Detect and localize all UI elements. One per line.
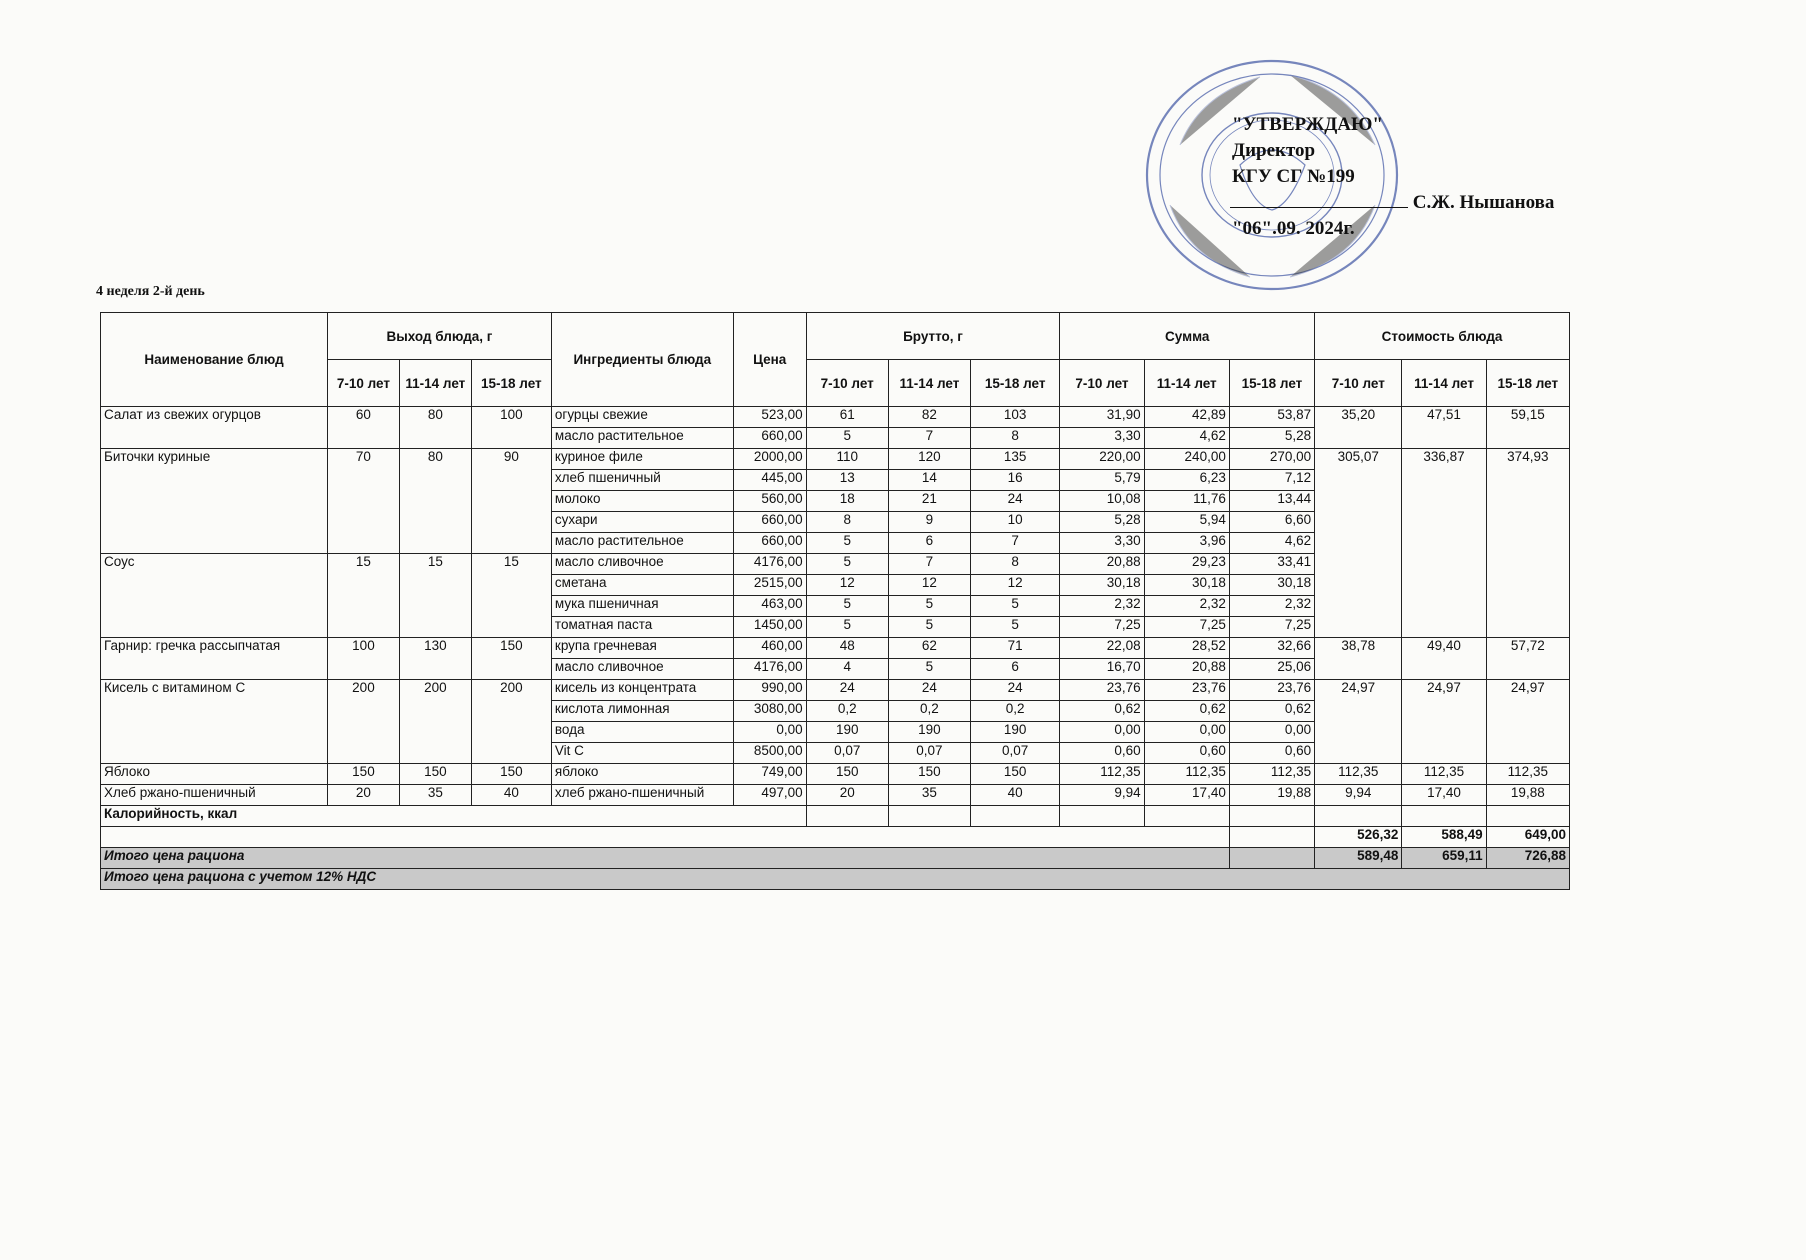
table-row: [101, 785, 1570, 806]
dish-cost-15-18: 59,15: [1486, 407, 1569, 449]
output-7-10: 20: [328, 785, 400, 806]
sum-7-10: 23,76: [1060, 680, 1144, 701]
brutto-7-10: 150: [806, 764, 888, 785]
calories-row: [101, 806, 1570, 827]
dish-name: Яблоко: [101, 764, 328, 785]
brutto-7-10: 61: [806, 407, 888, 428]
sum-11-14: 23,76: [1144, 680, 1229, 701]
ingredient-price: 990,00: [733, 680, 806, 701]
empty-cell: [1060, 806, 1144, 827]
brutto-11-14: 82: [888, 407, 970, 428]
output-11-14: 200: [399, 680, 471, 764]
dish-cost-11-14: 24,97: [1402, 680, 1486, 764]
brutto-11-14: 150: [888, 764, 970, 785]
ingredient-name: хлеб пшеничный: [551, 470, 733, 491]
table-row: [101, 680, 1570, 701]
sum-15-18: 30,18: [1229, 575, 1314, 596]
header-cost: Стоимость блюда: [1315, 313, 1570, 360]
dish-cost-11-14: 49,40: [1402, 638, 1486, 680]
header-age: 15-18 лет: [1486, 360, 1569, 407]
ingredient-price: 460,00: [733, 638, 806, 659]
sum-11-14: 0,00: [1144, 722, 1229, 743]
sum-11-14: 2,32: [1144, 596, 1229, 617]
brutto-15-18: 6: [970, 659, 1059, 680]
sum-11-14: 17,40: [1144, 785, 1229, 806]
sum-7-10: 7,25: [1060, 617, 1144, 638]
ingredient-price: 1450,00: [733, 617, 806, 638]
ingredient-name: хлеб ржано-пшеничный: [551, 785, 733, 806]
calories-label: Калорийность, ккал: [101, 806, 807, 827]
header-age: 11-14 лет: [399, 360, 471, 407]
ingredient-price: 660,00: [733, 428, 806, 449]
ingredient-name: куриное филе: [551, 449, 733, 470]
sum-7-10: 3,30: [1060, 428, 1144, 449]
sum-15-18: 2,32: [1229, 596, 1314, 617]
vat-value: 726,88: [1486, 848, 1569, 869]
brutto-7-10: 0,2: [806, 701, 888, 722]
sum-11-14: 0,60: [1144, 743, 1229, 764]
table-row: [101, 449, 1570, 470]
sum-11-14: 0,62: [1144, 701, 1229, 722]
empty-cell: [1229, 848, 1314, 869]
header-price: Цена: [733, 313, 806, 407]
output-11-14: 35: [399, 785, 471, 806]
dish-name: Кисель с витамином С: [101, 680, 328, 764]
brutto-7-10: 24: [806, 680, 888, 701]
sum-7-10: 16,70: [1060, 659, 1144, 680]
output-7-10: 200: [328, 680, 400, 764]
sum-7-10: 2,32: [1060, 596, 1144, 617]
vat-label: Итого цена рациона с учетом 12% НДС: [101, 869, 1570, 890]
sum-7-10: 20,88: [1060, 554, 1144, 575]
ingredient-price: 660,00: [733, 512, 806, 533]
ingredient-price: 0,00: [733, 722, 806, 743]
brutto-7-10: 5: [806, 554, 888, 575]
brutto-11-14: 0,2: [888, 701, 970, 722]
sum-7-10: 31,90: [1060, 407, 1144, 428]
approval-position: Директор: [1232, 140, 1316, 161]
brutto-11-14: 21: [888, 491, 970, 512]
sum-15-18: 53,87: [1229, 407, 1314, 428]
header-sum: Сумма: [1060, 313, 1315, 360]
header-age: 7-10 лет: [1060, 360, 1144, 407]
header-age: 7-10 лет: [806, 360, 888, 407]
total-label: Итого цена рациона: [101, 848, 1230, 869]
ingredient-price: 2515,00: [733, 575, 806, 596]
sum-7-10: 0,62: [1060, 701, 1144, 722]
dish-cost-7-10: 24,97: [1315, 680, 1402, 764]
dish-cost-7-10: 38,78: [1315, 638, 1402, 680]
menu-table: [100, 312, 1570, 890]
brutto-15-18: 8: [970, 428, 1059, 449]
empty-cell: [1486, 806, 1569, 827]
ingredient-name: масло сливочное: [551, 659, 733, 680]
sum-15-18: 25,06: [1229, 659, 1314, 680]
brutto-11-14: 14: [888, 470, 970, 491]
brutto-15-18: 24: [970, 680, 1059, 701]
output-11-14: 130: [399, 638, 471, 680]
vat-label-row: [101, 869, 1570, 890]
sum-7-10: 0,00: [1060, 722, 1144, 743]
dish-cost-7-10: 112,35: [1315, 764, 1402, 785]
header-brutto: Брутто, г: [806, 313, 1060, 360]
sum-15-18: 0,00: [1229, 722, 1314, 743]
dish-cost-11-14: 47,51: [1402, 407, 1486, 449]
sum-11-14: 112,35: [1144, 764, 1229, 785]
ingredient-name: масло растительное: [551, 428, 733, 449]
sum-7-10: 30,18: [1060, 575, 1144, 596]
dish-cost-15-18: 24,97: [1486, 680, 1569, 764]
ingredient-name: яблоко: [551, 764, 733, 785]
brutto-7-10: 5: [806, 428, 888, 449]
brutto-7-10: 48: [806, 638, 888, 659]
sum-11-14: 4,62: [1144, 428, 1229, 449]
sum-7-10: 5,79: [1060, 470, 1144, 491]
signature-underline: [1230, 191, 1408, 208]
ingredient-name: молоко: [551, 491, 733, 512]
output-7-10: 150: [328, 764, 400, 785]
ingredient-name: кислота лимонная: [551, 701, 733, 722]
brutto-15-18: 0,07: [970, 743, 1059, 764]
brutto-7-10: 18: [806, 491, 888, 512]
sum-15-18: 0,60: [1229, 743, 1314, 764]
ingredient-name: сухари: [551, 512, 733, 533]
brutto-11-14: 5: [888, 659, 970, 680]
ingredient-name: мука пшеничная: [551, 596, 733, 617]
output-15-18: 90: [471, 449, 551, 554]
brutto-11-14: 24: [888, 680, 970, 701]
approval-signature-line: [1232, 190, 1554, 216]
sum-15-18: 0,62: [1229, 701, 1314, 722]
total-values-row: [101, 827, 1570, 848]
brutto-7-10: 0,07: [806, 743, 888, 764]
ingredient-name: вода: [551, 722, 733, 743]
header-age: 7-10 лет: [328, 360, 400, 407]
ingredient-price: 749,00: [733, 764, 806, 785]
ingredient-price: 463,00: [733, 596, 806, 617]
brutto-7-10: 8: [806, 512, 888, 533]
ingredient-price: 523,00: [733, 407, 806, 428]
brutto-7-10: 5: [806, 617, 888, 638]
sum-15-18: 13,44: [1229, 491, 1314, 512]
approval-title: "УТВЕРЖДАЮ": [1232, 114, 1383, 135]
dish-name: Соус: [101, 554, 328, 638]
empty-cell: [888, 806, 970, 827]
brutto-7-10: 5: [806, 533, 888, 554]
brutto-7-10: 20: [806, 785, 888, 806]
ingredient-name: сметана: [551, 575, 733, 596]
brutto-7-10: 190: [806, 722, 888, 743]
header-age: 11-14 лет: [888, 360, 970, 407]
header-age: 11-14 лет: [1402, 360, 1486, 407]
sum-15-18: 7,25: [1229, 617, 1314, 638]
approval-org: КГУ СГ №199: [1232, 166, 1355, 187]
total-value: 649,00: [1486, 827, 1569, 848]
output-7-10: 15: [328, 554, 400, 638]
ingredient-price: 2000,00: [733, 449, 806, 470]
dish-name: Биточки куриные: [101, 449, 328, 554]
dish-cost-15-18: 112,35: [1486, 764, 1569, 785]
ingredient-price: 660,00: [733, 533, 806, 554]
output-7-10: 100: [328, 638, 400, 680]
dish-cost-15-18: 19,88: [1486, 785, 1569, 806]
brutto-11-14: 35: [888, 785, 970, 806]
total-value: 588,49: [1402, 827, 1486, 848]
brutto-15-18: 40: [970, 785, 1059, 806]
sum-7-10: 3,30: [1060, 533, 1144, 554]
vat-value: 659,11: [1402, 848, 1486, 869]
sum-15-18: 270,00: [1229, 449, 1314, 470]
output-11-14: 150: [399, 764, 471, 785]
brutto-15-18: 103: [970, 407, 1059, 428]
header-ingredients: Ингредиенты блюда: [551, 313, 733, 407]
vat-value: 589,48: [1315, 848, 1402, 869]
empty-cell: [101, 827, 1230, 848]
ingredient-price: 4176,00: [733, 659, 806, 680]
output-15-18: 40: [471, 785, 551, 806]
dish-cost-15-18: 57,72: [1486, 638, 1569, 680]
sum-7-10: 220,00: [1060, 449, 1144, 470]
output-15-18: 15: [471, 554, 551, 638]
sum-15-18: 112,35: [1229, 764, 1314, 785]
sum-7-10: 0,60: [1060, 743, 1144, 764]
output-11-14: 80: [399, 407, 471, 449]
dish-cost-7-10: 305,07: [1315, 449, 1402, 638]
header-age: 15-18 лет: [471, 360, 551, 407]
sum-15-18: 23,76: [1229, 680, 1314, 701]
brutto-11-14: 7: [888, 428, 970, 449]
brutto-11-14: 7: [888, 554, 970, 575]
ingredient-name: масло растительное: [551, 533, 733, 554]
brutto-15-18: 5: [970, 596, 1059, 617]
sum-11-14: 29,23: [1144, 554, 1229, 575]
sum-11-14: 7,25: [1144, 617, 1229, 638]
sum-11-14: 3,96: [1144, 533, 1229, 554]
output-15-18: 100: [471, 407, 551, 449]
brutto-11-14: 9: [888, 512, 970, 533]
header-age: 7-10 лет: [1315, 360, 1402, 407]
ingredient-name: кисель из концентрата: [551, 680, 733, 701]
empty-cell: [1229, 827, 1314, 848]
empty-cell: [1315, 806, 1402, 827]
ingredient-price: 8500,00: [733, 743, 806, 764]
week-day-title: 4 неделя 2-й день: [96, 284, 205, 299]
brutto-15-18: 12: [970, 575, 1059, 596]
sum-11-14: 20,88: [1144, 659, 1229, 680]
dish-cost-7-10: 9,94: [1315, 785, 1402, 806]
brutto-15-18: 150: [970, 764, 1059, 785]
sum-11-14: 28,52: [1144, 638, 1229, 659]
brutto-11-14: 120: [888, 449, 970, 470]
sum-7-10: 10,08: [1060, 491, 1144, 512]
sum-11-14: 240,00: [1144, 449, 1229, 470]
table-row: [101, 764, 1570, 785]
sum-7-10: 22,08: [1060, 638, 1144, 659]
dish-name: Салат из свежих огурцов: [101, 407, 328, 449]
sum-15-18: 32,66: [1229, 638, 1314, 659]
sum-11-14: 42,89: [1144, 407, 1229, 428]
dish-cost-11-14: 112,35: [1402, 764, 1486, 785]
output-15-18: 150: [471, 764, 551, 785]
brutto-11-14: 6: [888, 533, 970, 554]
brutto-15-18: 5: [970, 617, 1059, 638]
dish-cost-15-18: 374,93: [1486, 449, 1569, 638]
ingredient-price: 445,00: [733, 470, 806, 491]
header-age: 15-18 лет: [1229, 360, 1314, 407]
brutto-11-14: 190: [888, 722, 970, 743]
header-output: Выход блюда, г: [328, 313, 552, 360]
brutto-7-10: 13: [806, 470, 888, 491]
sum-15-18: 6,60: [1229, 512, 1314, 533]
dish-cost-7-10: 35,20: [1315, 407, 1402, 449]
total-label-row: [101, 848, 1570, 869]
output-11-14: 80: [399, 449, 471, 554]
brutto-15-18: 0,2: [970, 701, 1059, 722]
empty-cell: [806, 806, 888, 827]
brutto-11-14: 62: [888, 638, 970, 659]
brutto-15-18: 135: [970, 449, 1059, 470]
brutto-11-14: 0,07: [888, 743, 970, 764]
ingredient-price: 4176,00: [733, 554, 806, 575]
brutto-15-18: 7: [970, 533, 1059, 554]
sum-7-10: 112,35: [1060, 764, 1144, 785]
brutto-15-18: 8: [970, 554, 1059, 575]
brutto-15-18: 71: [970, 638, 1059, 659]
ingredient-price: 560,00: [733, 491, 806, 512]
header-age: 15-18 лет: [970, 360, 1059, 407]
ingredient-name: масло сливочное: [551, 554, 733, 575]
empty-cell: [1229, 806, 1314, 827]
output-11-14: 15: [399, 554, 471, 638]
brutto-15-18: 24: [970, 491, 1059, 512]
dish-name: Гарнир: гречка рассыпчатая: [101, 638, 328, 680]
sum-7-10: 9,94: [1060, 785, 1144, 806]
table-row: [101, 407, 1570, 428]
output-7-10: 70: [328, 449, 400, 554]
output-15-18: 150: [471, 638, 551, 680]
sum-15-18: 4,62: [1229, 533, 1314, 554]
brutto-7-10: 110: [806, 449, 888, 470]
brutto-15-18: 16: [970, 470, 1059, 491]
brutto-15-18: 190: [970, 722, 1059, 743]
dish-cost-11-14: 17,40: [1402, 785, 1486, 806]
empty-cell: [1144, 806, 1229, 827]
total-value: 526,32: [1315, 827, 1402, 848]
header-age: 11-14 лет: [1144, 360, 1229, 407]
brutto-15-18: 10: [970, 512, 1059, 533]
approval-date: "06".09. 2024г.: [1232, 218, 1355, 239]
dish-name: Хлеб ржано-пшеничный: [101, 785, 328, 806]
ingredient-name: томатная паста: [551, 617, 733, 638]
output-7-10: 60: [328, 407, 400, 449]
sum-11-14: 30,18: [1144, 575, 1229, 596]
sum-15-18: 19,88: [1229, 785, 1314, 806]
output-15-18: 200: [471, 680, 551, 764]
brutto-11-14: 5: [888, 617, 970, 638]
table-row: [101, 638, 1570, 659]
brutto-7-10: 4: [806, 659, 888, 680]
ingredient-name: Vit C: [551, 743, 733, 764]
dish-cost-11-14: 336,87: [1402, 449, 1486, 638]
sum-11-14: 6,23: [1144, 470, 1229, 491]
header-dish-name: Наименование блюд: [101, 313, 328, 407]
ingredient-price: 3080,00: [733, 701, 806, 722]
brutto-7-10: 5: [806, 596, 888, 617]
approval-signer: С.Ж. Нышанова: [1412, 192, 1555, 213]
ingredient-price: 497,00: [733, 785, 806, 806]
sum-15-18: 7,12: [1229, 470, 1314, 491]
menu-body: [101, 407, 1570, 806]
sum-15-18: 5,28: [1229, 428, 1314, 449]
sum-15-18: 33,41: [1229, 554, 1314, 575]
brutto-11-14: 5: [888, 596, 970, 617]
ingredient-name: огурцы свежие: [551, 407, 733, 428]
brutto-7-10: 12: [806, 575, 888, 596]
ingredient-name: крупа гречневая: [551, 638, 733, 659]
sum-11-14: 11,76: [1144, 491, 1229, 512]
sum-11-14: 5,94: [1144, 512, 1229, 533]
empty-cell: [1402, 806, 1486, 827]
brutto-11-14: 12: [888, 575, 970, 596]
empty-cell: [970, 806, 1059, 827]
sum-7-10: 5,28: [1060, 512, 1144, 533]
approval-block: [1232, 112, 1554, 242]
